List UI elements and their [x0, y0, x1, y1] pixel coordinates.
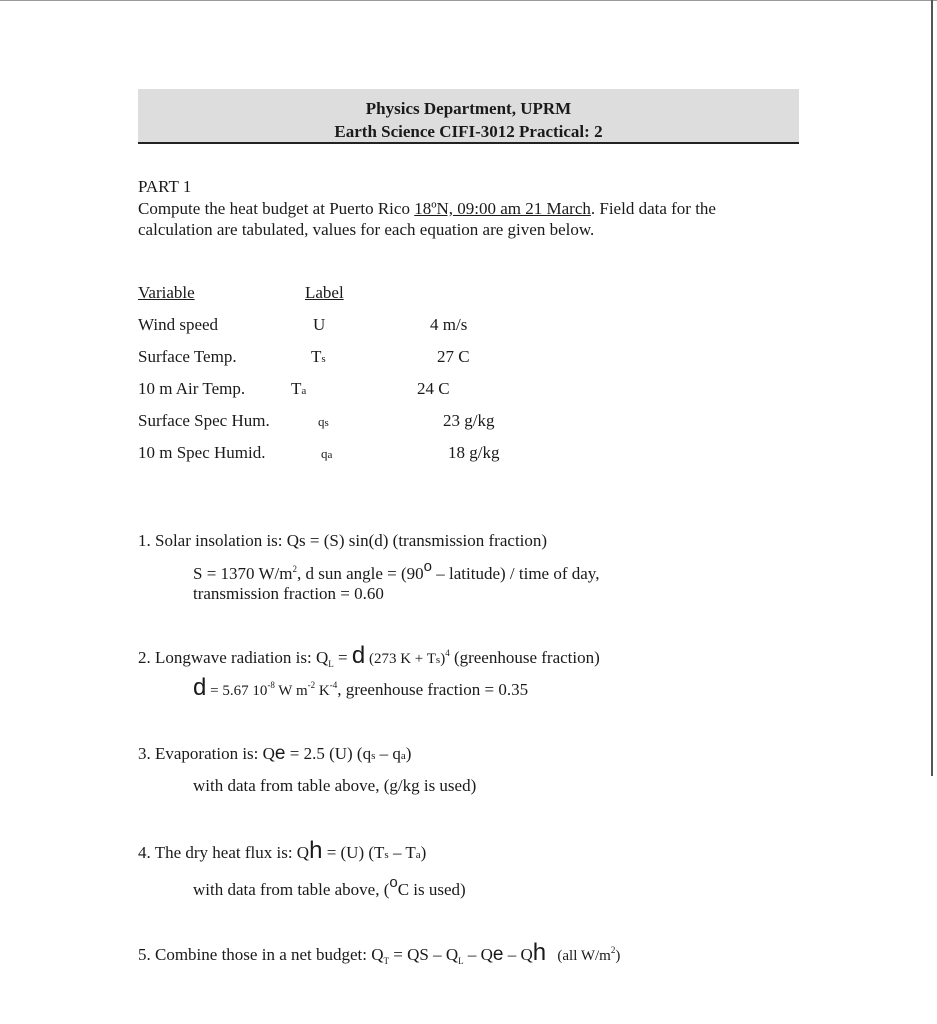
table-header-label: Label	[305, 283, 344, 302]
eq3-line1: 3. Evaporation is: Qe = 2.5 (U) (qs – qa)	[138, 743, 412, 764]
eq5-line: 5. Combine those in a net budget: $Q_T$ = QS – $Q_L$ – Qe – Qh (all $W/m^2$)	[138, 939, 621, 966]
row-label: qa	[321, 446, 333, 461]
intro-line-2: calculation are tabulated, values for each equation are given below.	[138, 220, 595, 239]
row-value: 18 g/kg	[448, 443, 500, 462]
row-variable: Wind speed	[138, 315, 219, 334]
row-variable: Surface Temp.	[138, 347, 237, 366]
eq2-line2: d = 5.67 $10^{-8}$ W $m^{-2}$ $K^{-4}$, greenhouse fraction = 0.35	[193, 674, 529, 701]
location-time: 18ºN, 09:00 am 21 March	[414, 199, 591, 218]
row-value: 23 g/kg	[443, 411, 495, 430]
top-border	[0, 0, 937, 1]
page-header	[138, 89, 799, 144]
eq1-line2: S = 1370 $W/m^2$, d sun angle = (90o – latitude) / time of day,	[193, 558, 600, 583]
row-variable: 10 m Air Temp.	[138, 379, 246, 398]
row-variable: Surface Spec Hum.	[138, 411, 270, 430]
table-header-variable: Variable	[138, 283, 195, 302]
header-department: Physics Department, UPRM	[365, 99, 572, 118]
row-label: U	[313, 315, 326, 334]
eq3-line2: with data from table above, (g/kg is used)	[193, 776, 477, 795]
row-value: 4 m/s	[430, 315, 468, 334]
eq1-line3: transmission fraction = 0.60	[193, 584, 384, 603]
row-variable: 10 m Spec Humid.	[138, 443, 266, 462]
eq4-line1: 4. The dry heat flux is: Qh = (U) (Ts – Ta)	[138, 837, 427, 864]
row-label: qs	[318, 414, 329, 429]
part-title: PART 1	[138, 177, 192, 196]
eq4-line2: with data from table above, (oC is used)	[193, 874, 466, 899]
row-label: Ts	[311, 347, 326, 366]
row-value: 27 C	[437, 347, 470, 366]
intro-line-1: Compute the heat budget at Puerto Rico 18ºN, 09:00 am 21 March. Field data for the	[138, 199, 716, 218]
eq1-line1: 1. Solar insolation is: Qs = (S) sin(d) (transmission fraction)	[138, 531, 548, 550]
eq2-line1: 2. Longwave radiation is: $Q_L = d$ (273 K + Ts)$^4$ (greenhouse fraction)	[138, 642, 600, 669]
header-course: Earth Science CIFI-3012 Practical: 2	[334, 122, 603, 141]
row-label: Ta	[291, 379, 307, 398]
row-value: 24 C	[417, 379, 450, 398]
scrollbar[interactable]	[931, 0, 933, 776]
